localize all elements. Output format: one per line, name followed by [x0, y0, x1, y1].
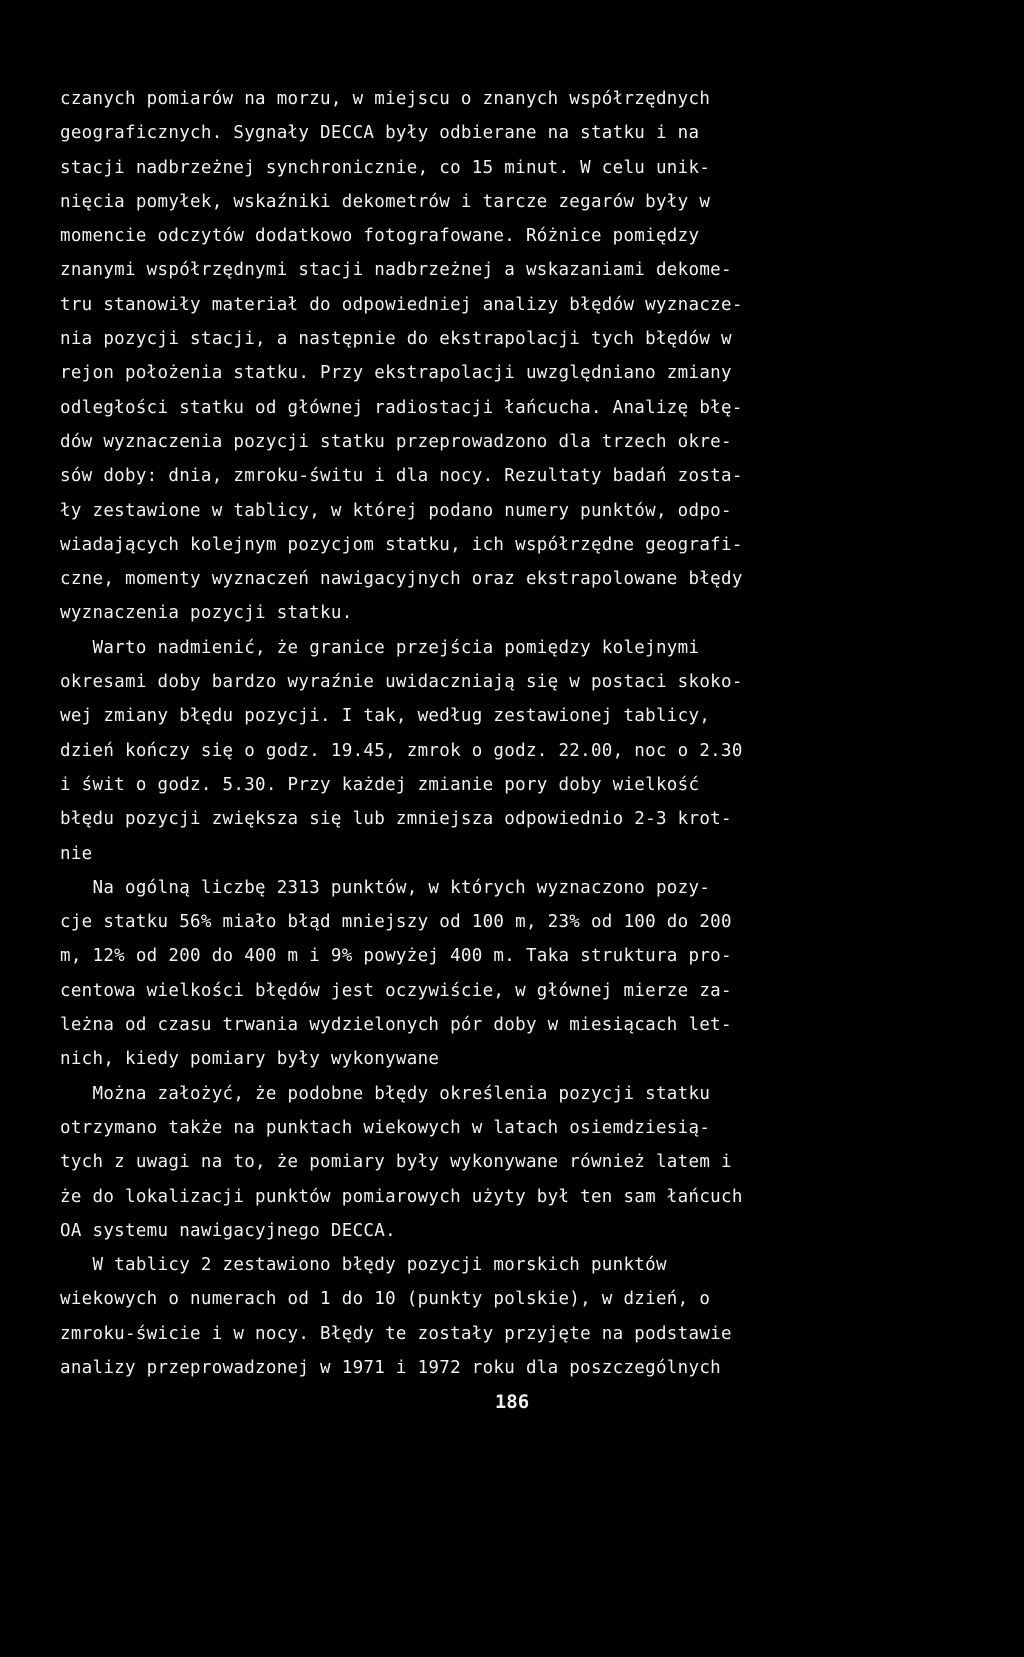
text-line: W tablicy 2 zestawiono błędy pozycji morskich punktów	[60, 1255, 667, 1276]
text-line: wiekowych o numerach od 1 do 10 (punkty polskie), w dzień, o	[60, 1289, 711, 1310]
text-line: wyznaczenia pozycji statku.	[60, 603, 353, 624]
text-line: tych z uwagi na to, że pomiary były wykonywane również latem i	[60, 1152, 732, 1173]
text-line: znanymi współrzędnymi stacji nadbrzeżnej a wskazaniami dekome-	[60, 260, 732, 281]
body-text	[60, 82, 920, 1385]
text-line: wiadających kolejnym pozycjom statku, ich współrzędne geografi-	[60, 534, 743, 555]
text-line: stacji nadbrzeżnej synchronicznie, co 15 minut. W celu unik-	[60, 157, 711, 178]
text-line: zmroku-świcie i w nocy. Błędy te zostały przyjęte na podstawie	[60, 1323, 732, 1344]
text-line: nia pozycji stacji, a następnie do ekstrapolacji tych błędów w	[60, 329, 732, 350]
text-line: momencie odczytów dodatkowo fotografowane. Różnice pomiędzy	[60, 226, 700, 247]
text-line: i świt o godz. 5.30. Przy każdej zmianie pory doby wielkość	[60, 774, 700, 795]
text-line: OA systemu nawigacyjnego DECCA.	[60, 1220, 396, 1241]
text-line: tru stanowiły materiał do odpowiedniej analizy błędów wyznacze-	[60, 294, 743, 315]
text-line: analizy przeprowadzonej w 1971 i 1972 roku dla poszczególnych	[60, 1357, 721, 1378]
text-line: Warto nadmienić, że granice przejścia pomiędzy kolejnymi	[60, 637, 700, 658]
text-line: nich, kiedy pomiary były wykonywane	[60, 1049, 440, 1070]
text-line: m, 12% od 200 do 400 m i 9% powyżej 400 m. Taka struktura pro-	[60, 946, 732, 967]
text-line: centowa wielkości błędów jest oczywiście, w głównej mierze za-	[60, 980, 732, 1001]
text-line: Na ogólną liczbę 2313 punktów, w których wyznaczono pozy-	[60, 877, 711, 898]
text-line: odległości statku od głównej radiostacji łańcucha. Analizę błę-	[60, 397, 743, 418]
text-line: sów doby: dnia, zmroku-świtu i dla nocy. Rezultaty badań zosta-	[60, 466, 743, 487]
text-line: że do lokalizacji punktów pomiarowych użyty był ten sam łańcuch	[60, 1186, 743, 1207]
text-line: czne, momenty wyznaczeń nawigacyjnych oraz ekstrapolowane błędy	[60, 569, 743, 590]
text-line: nięcia pomyłek, wskaźniki dekometrów i tarcze zegarów były w	[60, 191, 711, 212]
text-line: rejon położenia statku. Przy ekstrapolacji uwzględniano zmiany	[60, 363, 732, 384]
text-line: cje statku 56% miało błąd mniejszy od 100 m, 23% od 100 do 200	[60, 912, 732, 933]
text-line: błędu pozycji zwiększa się lub zmniejsza odpowiednio 2-3 krot-	[60, 809, 732, 830]
text-line: okresami doby bardzo wyraźnie uwidaczniają się w postaci skoko-	[60, 672, 743, 693]
text-line: dzień kończy się o godz. 19.45, zmrok o godz. 22.00, noc o 2.30	[60, 740, 743, 761]
text-line: Można założyć, że podobne błędy określenia pozycji statku	[60, 1083, 711, 1104]
text-line: nie	[60, 843, 93, 864]
text-line: czanych pomiarów na morzu, w miejscu o znanych współrzędnych	[60, 89, 711, 109]
text-line: dów wyznaczenia pozycji statku przeprowadzono dla trzech okre-	[60, 431, 732, 452]
text-line: wej zmiany błędu pozycji. I tak, według zestawionej tablicy,	[60, 706, 711, 727]
text-line: geograficznych. Sygnały DECCA były odbierane na statku i na	[60, 123, 700, 144]
page-number-label: 186	[494, 1391, 530, 1413]
text-line: leżna od czasu trwania wydzielonych pór doby w miesiącach let-	[60, 1015, 732, 1036]
text-line: ły zestawione w tablicy, w której podano numery punktów, odpo-	[60, 500, 732, 521]
page-number	[448, 1391, 576, 1422]
text-line: otrzymano także na punktach wiekowych w latach osiemdziesią-	[60, 1117, 711, 1138]
